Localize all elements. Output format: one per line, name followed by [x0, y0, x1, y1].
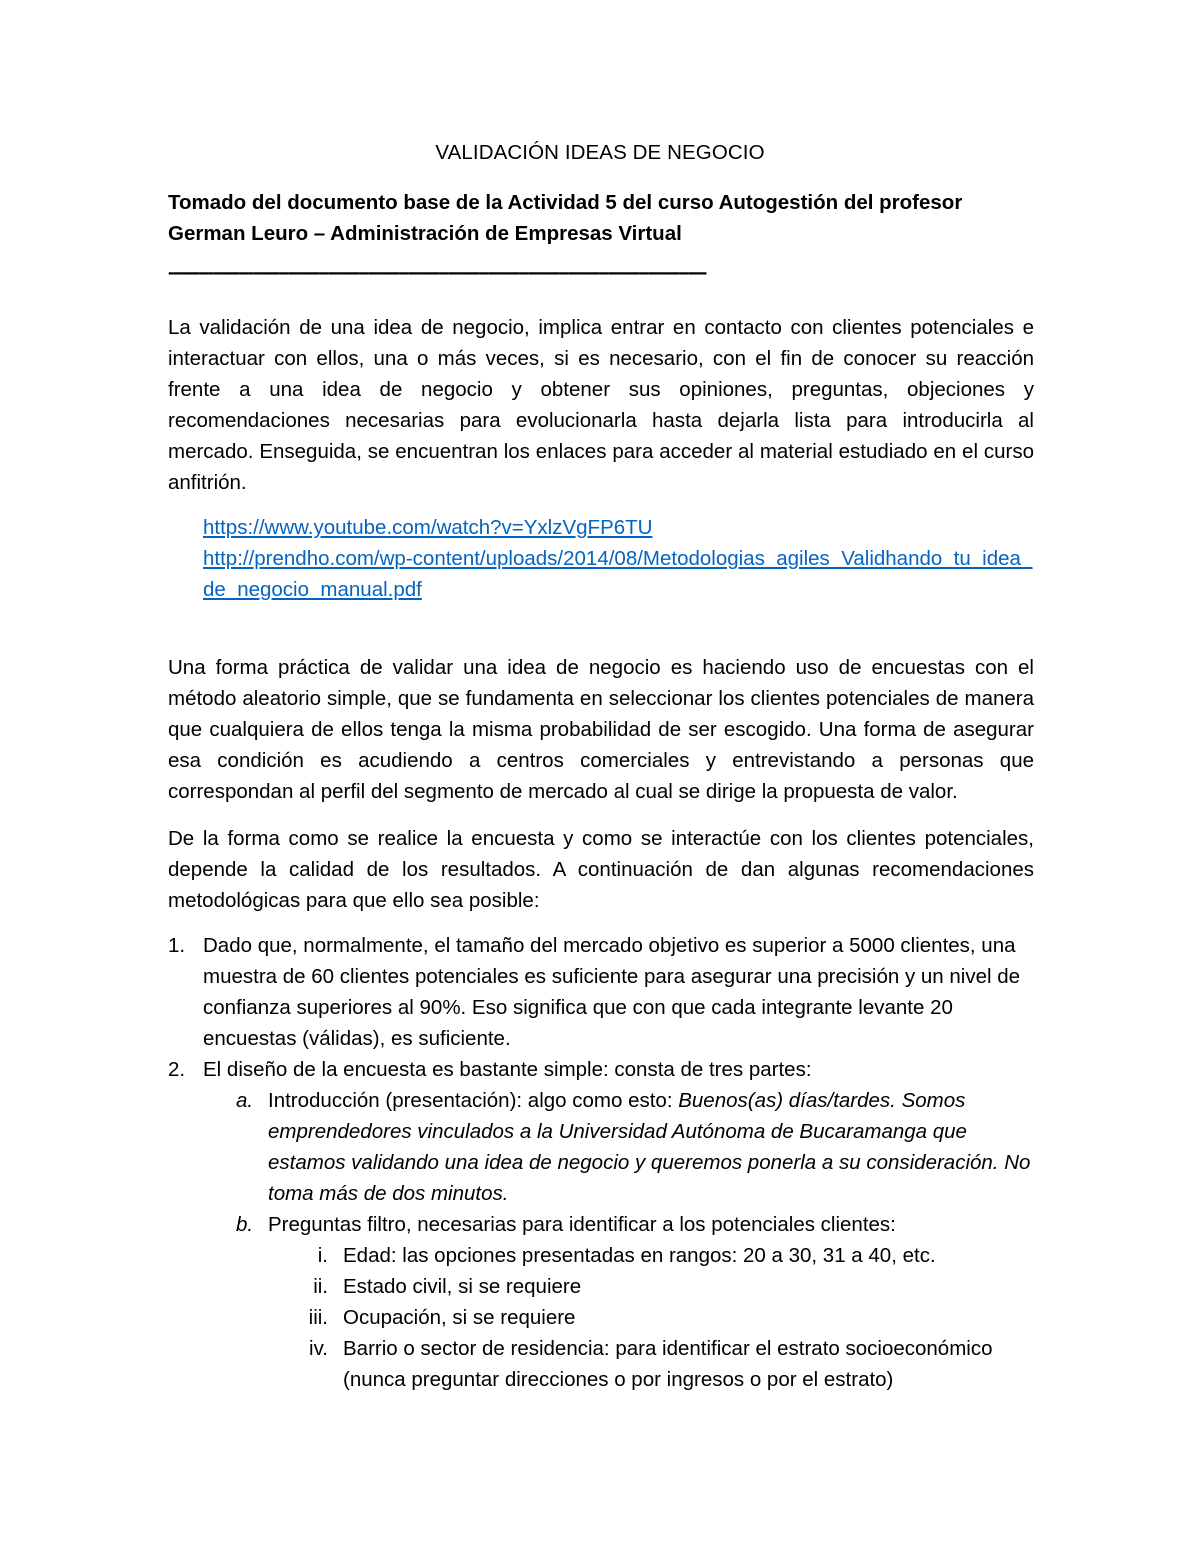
list-item	[168, 930, 1038, 1054]
roman-text: Edad: las opciones presentadas en rangos: 20 a 30, 31 a 40, etc.	[343, 1244, 936, 1267]
roman-number: iv.	[309, 1337, 328, 1360]
links-block	[203, 512, 1033, 605]
sub-item-a	[168, 1085, 1038, 1209]
sub-item-letter: b.	[236, 1213, 254, 1236]
recommendations-list	[168, 930, 1038, 1395]
list-item-text: Dado que, normalmente, el tamaño del mercado objetivo es superior a 5000 clientes, una muestra de 60 clientes potenciales es suficiente para asegurar una precisión y un nivel de confianza superiores al 90%. Eso significa que con que cada integrante levante 20 encuestas (válidas), es suficiente.	[203, 934, 1021, 1050]
prendho-pdf-link[interactable]: http://prendho.com/wp-content/uploads/2014/08/Metodologias_agiles_Validhando_tu_idea_de_negocio_manual.pdf	[203, 547, 1033, 601]
roman-item	[168, 1240, 1038, 1271]
list-item-number: 2.	[168, 1058, 186, 1081]
sub-item-b	[168, 1209, 1038, 1240]
roman-item	[168, 1333, 1038, 1395]
list-item-text: El diseño de la encuesta es bastante simple: consta de tres partes:	[203, 1058, 812, 1081]
roman-text: Barrio o sector de residencia: para identificar el estrato socioeconómico (nunca preguntar direcciones o por ingresos o por el estrato)	[343, 1337, 993, 1391]
sub-item-letter: a.	[236, 1089, 254, 1112]
list-item	[168, 1054, 1038, 1085]
roman-item	[168, 1271, 1038, 1302]
separator-line: -------------------------------------------------------------------------------------------------------------------------	[168, 262, 706, 282]
document-subtitle: Tomado del documento base de la Actividad 5 del curso Autogestión del profesor German Leuro – Administración de Empresas Virtual	[168, 191, 963, 245]
sub-item-text: Preguntas filtro, necesarias para identificar a los potenciales clientes:	[268, 1213, 896, 1236]
paragraph-intro: La validación de una idea de negocio, implica entrar en contacto con clientes potenciales e interactuar con ellos, una o más veces, si es necesario, con el fin de conocer su reacción frente a una idea de negocio y obtener sus opiniones, preguntas, objeciones y recomendaciones necesarias para evolucionarla hasta dejarla lista para introducirla al mercado. Enseguida, se encuentran los enlaces para acceder al material estudiado en el curso anfitrión.	[168, 316, 1034, 494]
paragraph-recommendations: De la forma como se realice la encuesta y como se interactúe con los clientes potenciales, depende la calidad de los resultados. A continuación de dan algunas recomendaciones metodológicas para que ello sea posible:	[168, 827, 1034, 912]
roman-number: ii.	[313, 1275, 328, 1298]
paragraph-method: Una forma práctica de validar una idea de negocio es haciendo uso de encuestas con el método aleatorio simple, que se fundamenta en seleccionar los clientes potenciales de manera que cualquiera de ellos tenga la misma probabilidad de ser escogido. Una forma de asegurar esa condición es acudiendo a centros comerciales y entrevistando a personas que correspondan al perfil del segmento de mercado al cual se dirige la propuesta de valor.	[168, 656, 1034, 803]
roman-number: i.	[317, 1244, 328, 1267]
roman-item	[168, 1302, 1038, 1333]
roman-text: Ocupación, si se requiere	[343, 1306, 576, 1329]
sub-item-lead: Introducción (presentación): algo como esto:	[268, 1089, 679, 1112]
sub-item-quote: Buenos(as) días/tardes. Somos emprendedores vinculados a la Universidad Autónoma de Bucaramanga que estamos validando una idea de negocio y queremos ponerla a su consideración. No toma más de dos minutos.	[268, 1089, 1031, 1205]
list-item-number: 1.	[168, 934, 186, 957]
roman-text: Estado civil, si se requiere	[343, 1275, 582, 1298]
roman-number: iii.	[308, 1306, 328, 1329]
youtube-link[interactable]: https://www.youtube.com/watch?v=YxlzVgFP6TU	[203, 516, 653, 539]
document-title: VALIDACIÓN IDEAS DE NEGOCIO	[435, 141, 765, 164]
